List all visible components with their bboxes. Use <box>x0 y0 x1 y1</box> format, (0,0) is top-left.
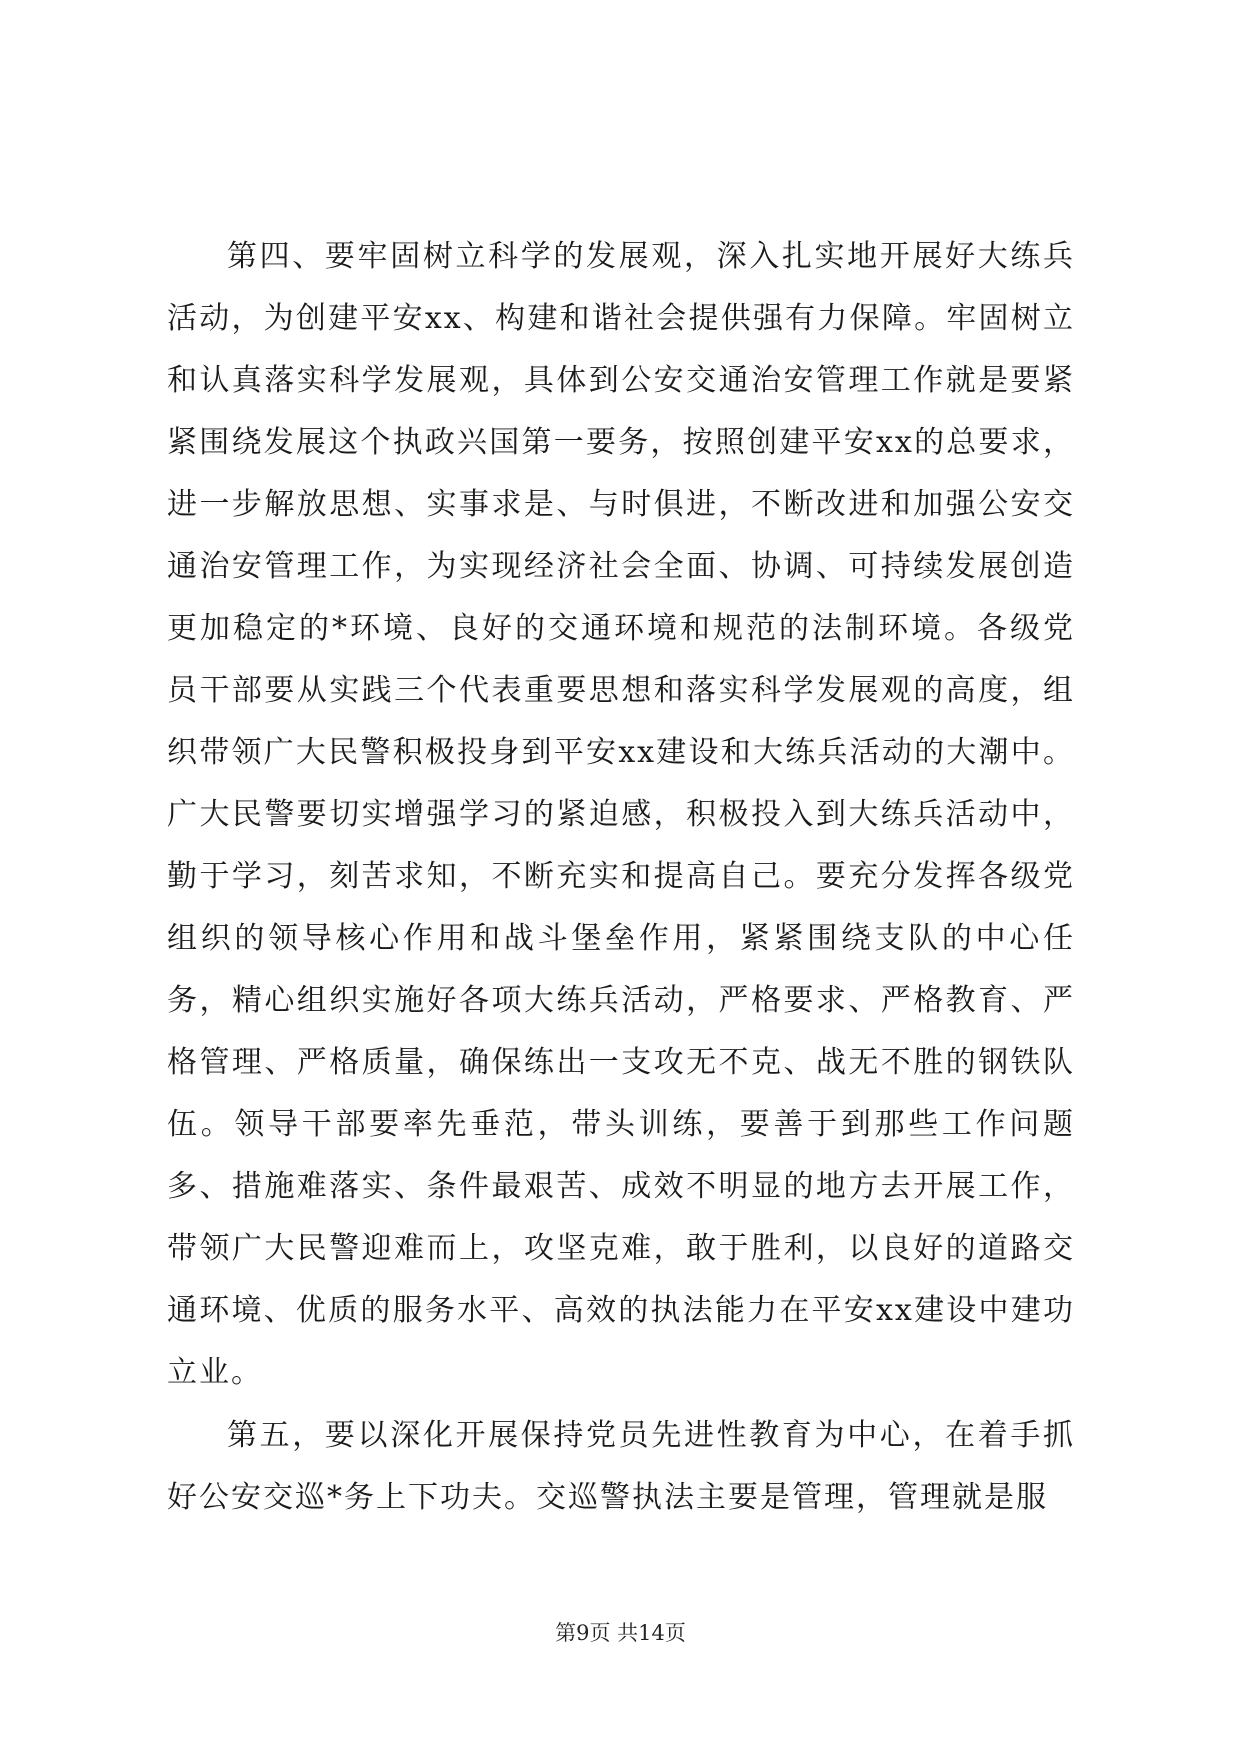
document-body <box>167 226 1075 1529</box>
paragraph-section-five: 第五，要以深化开展保持党员先进性教育为中心，在着手抓好公安交巡*务上下功夫。交巡警执法主要是管理，管理就是服 <box>167 1418 1075 1515</box>
paragraph-section-four: 第四、要牢固树立科学的发展观，深入扎实地开展好大练兵活动，为创建平安xx、构建和谐社会提供强有力保障。牢固树立和认真落实科学发展观，具体到公安交通治安管理工作就是要紧紧围绕发展这个执政兴国第一要务，按照创建平安xx的总要求，进一步解放思想、实事求是、与时俱进，不断改进和加强公安交通治安管理工作，为实现经济社会全面、协调、可持续发展创造更加稳定的*环境、良好的交通环境和规范的法制环境。各级党员干部要从实践三个代表重要思想和落实科学发展观的高度，组织带领广大民警积极投身到平安xx建设和大练兵活动的大潮中。广大民警要切实增强学习的紧迫感，积极投入到大练兵活动中，勤于学习，刻苦求知，不断充实和提高自己。要充分发挥各级党组织的领导核心作用和战斗堡垒作用，紧紧围绕支队的中心任务，精心组织实施好各项大练兵活动，严格要求、严格教育、严格管理、严格质量，确保练出一支攻无不克、战无不胜的钢铁队伍。领导干部要率先垂范，带头训练，要善于到那些工作问题多、措施难落实、条件最艰苦、成效不明显的地方去开展工作，带领广大民警迎难而上，攻坚克难，敢于胜利，以良好的道路交通环境、优质的服务水平、高效的执法能力在平安xx建设中建功立业。 <box>167 239 1075 1390</box>
page-number-footer: 第9页 共14页 <box>555 1621 686 1645</box>
